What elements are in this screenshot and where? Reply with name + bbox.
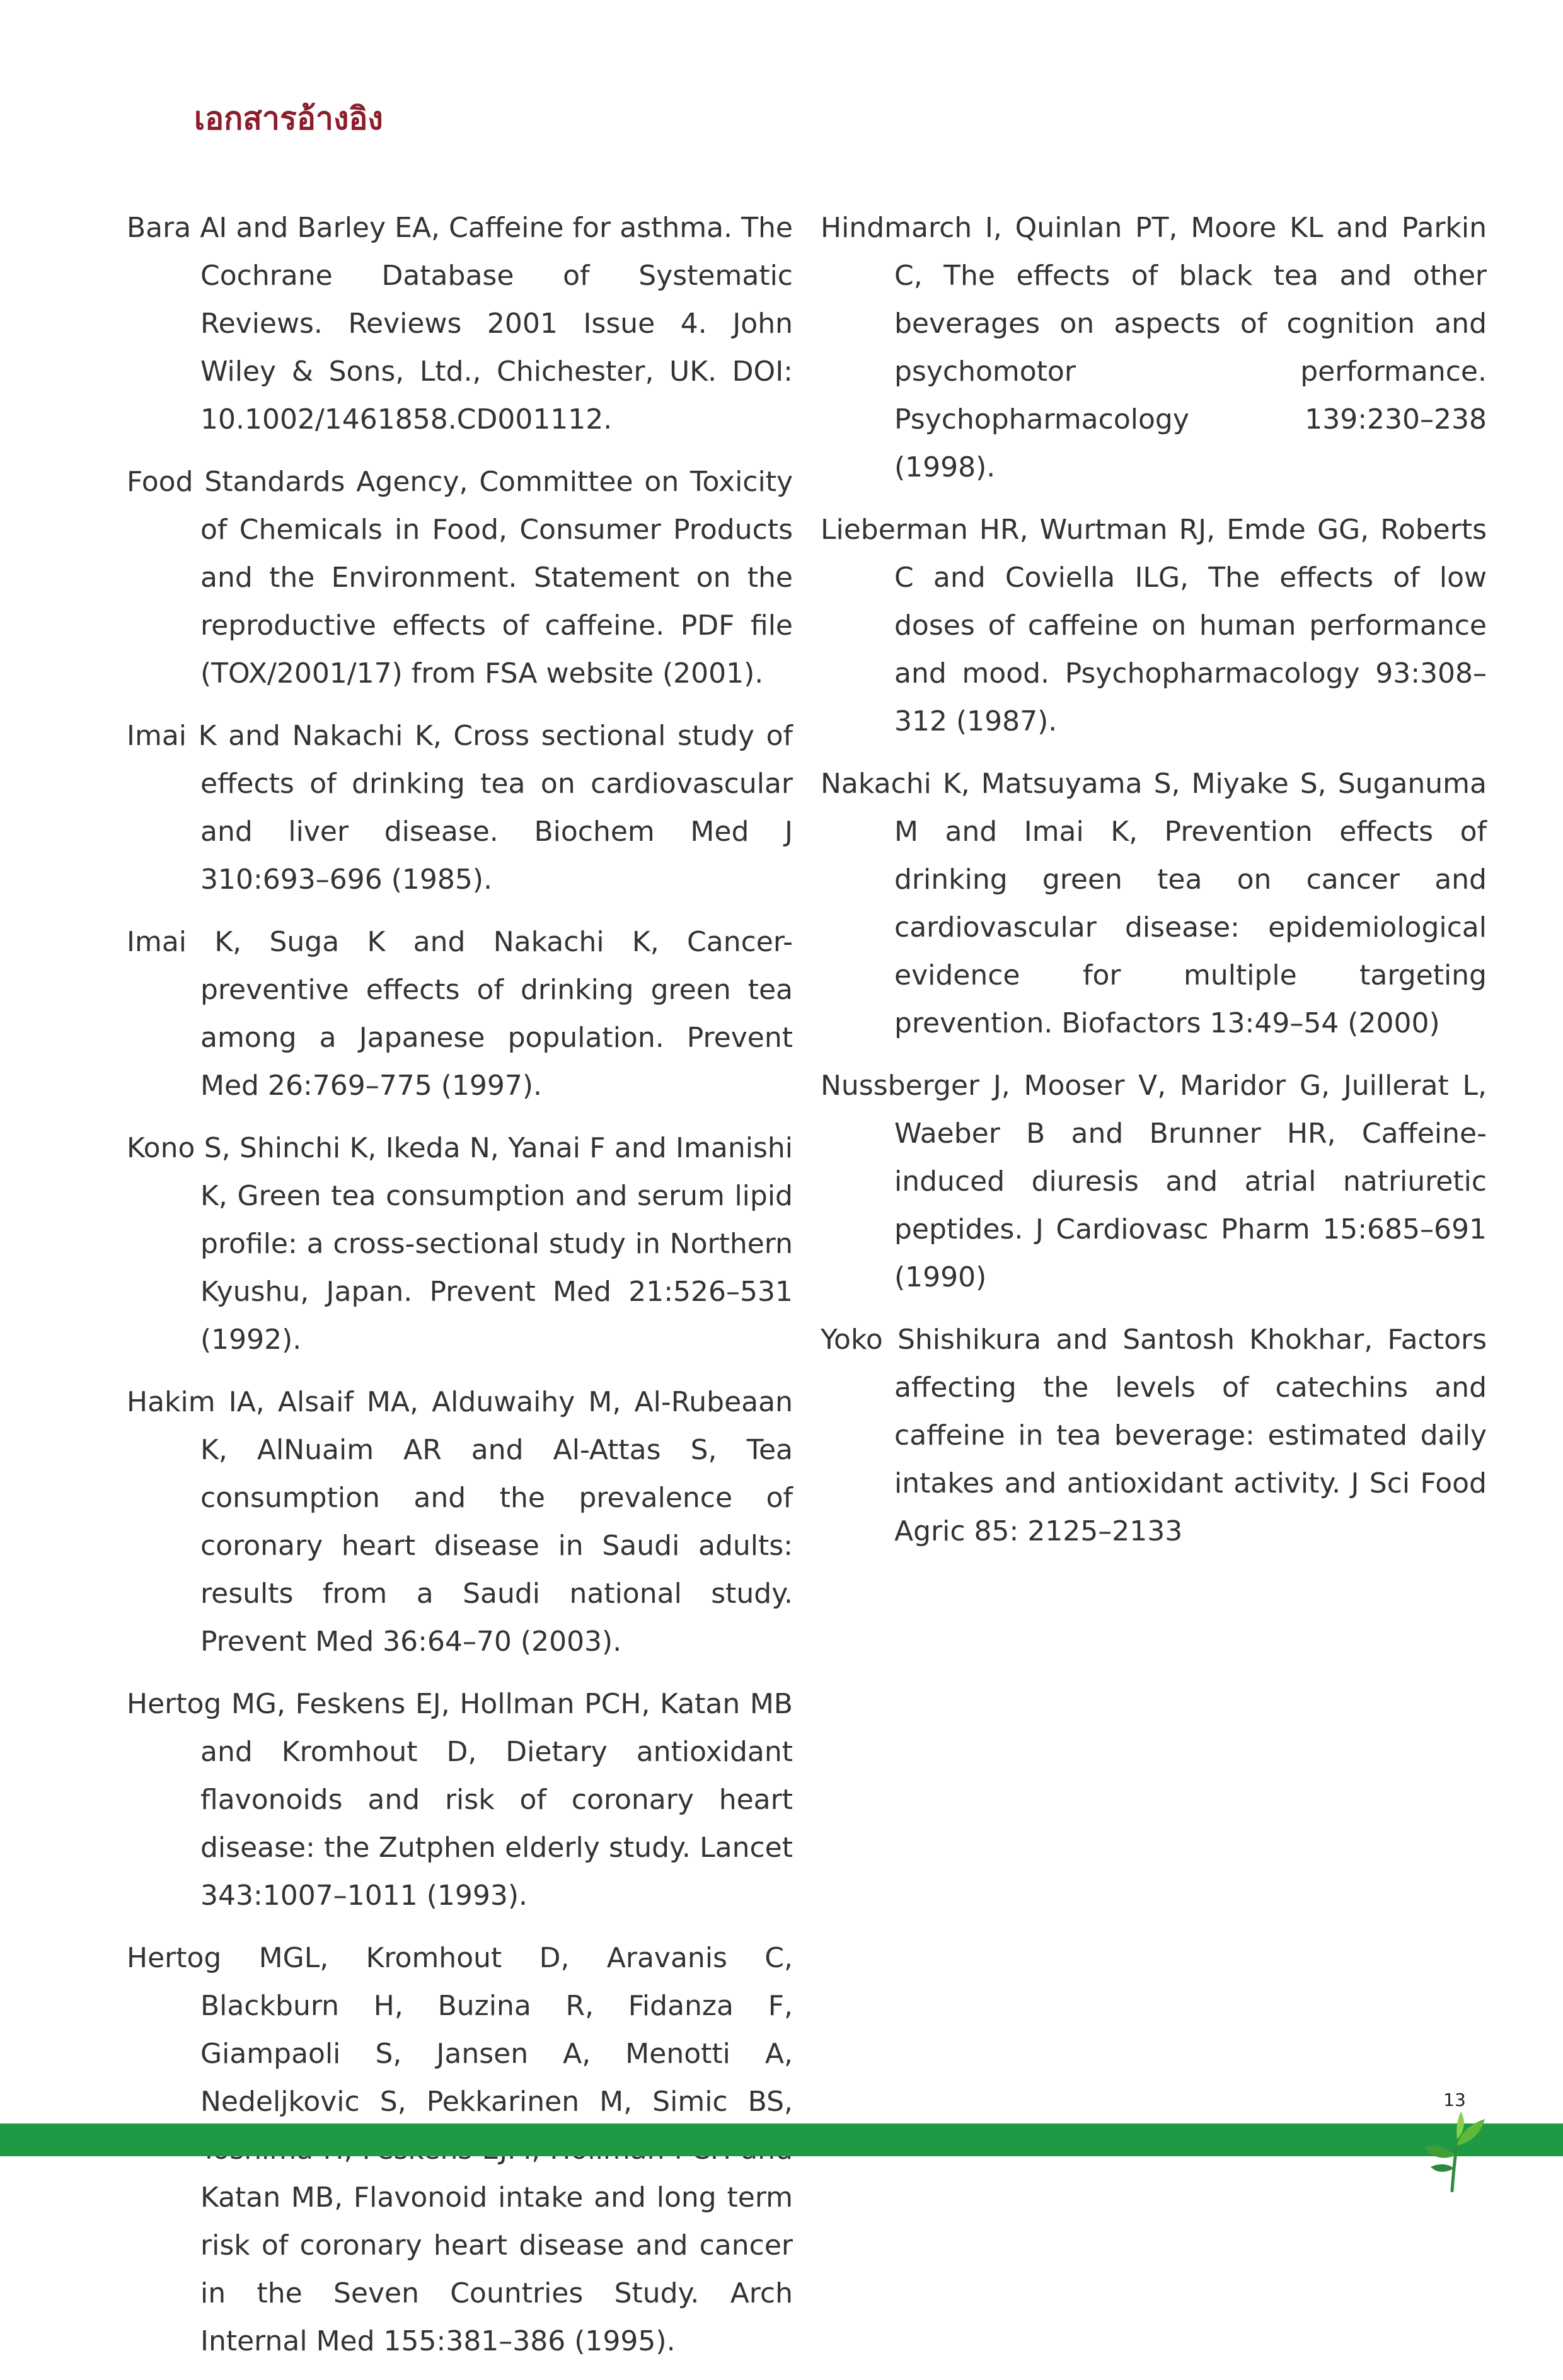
reference-item: Hakim IA, Alsaif MA, Alduwaihy M, Al-Rubeaan K, AlNuaim AR and Al-Attas S, Tea consumption and the prevalence of coronary heart disease in Saudi adults: results from a Saudi national study. Prevent Med 36:64–70 (2003).	[127, 1386, 793, 1658]
references-right-column	[821, 204, 1487, 1570]
reference-item: Hertog MGL, Kromhout D, Aravanis C, Blackburn H, Buzina R, Fidanza F, Giampaoli S, Jansen A, Menotti A, Nedeljkovic S, Pekkarinen M, Simic BS, Katan MB, Flavonoid intake and long term risk of coronary heart disease and cancer in the Seven Countries Study. Arch Internal Med 155:381–386 (1995).	[127, 1942, 793, 2357]
reference-item: Nussberger J, Mooser V, Maridor G, Juillerat L, Waeber B and Brunner HR, Caffeine-induced diuresis and atrial natriuretic peptides. J Cardiovasc Pharm 15:685–691 (1990)	[821, 1070, 1487, 1293]
footer-bar	[0, 2123, 1563, 2156]
reference-item: Imai K, Suga K and Nakachi K, Cancer-preventive effects of drinking green tea among a Japanese population. Prevent Med 26:769–775 (1997).	[127, 926, 793, 1102]
tea-leaf-icon	[1419, 2110, 1489, 2192]
page-number: 13	[1443, 2089, 1466, 2110]
reference-item: Nakachi K, Matsuyama S, Miyake S, Suganuma M and Imai K, Prevention effects of drinking green tea on cancer and cardiovascular disease: epidemiological evidence for multiple targeting prevention. Biofactors 13:49–54 (2000)	[821, 768, 1487, 1039]
references-left-column	[127, 204, 793, 2380]
reference-item: Yoko Shishikura and Santosh Khokhar, Factors affecting the levels of catechins and caffeine in tea beverage: estimated daily intakes and antioxidant activity. J Sci Food Agric 85: 2125–2133	[821, 1324, 1487, 1547]
reference-item: Imai K and Nakachi K, Cross sectional study of effects of drinking tea on cardiovascular and liver disease. Biochem Med J 310:693–696 (1985).	[127, 720, 793, 896]
reference-item: Kono S, Shinchi K, Ikeda N, Yanai F and Imanishi K, Green tea consumption and serum lipid profile: a cross-sectional study in Northern Kyushu, Japan. Prevent Med 21:526–531 (1992).	[127, 1132, 793, 1356]
page-title: เอกสารอ้างอิง	[194, 100, 383, 137]
reference-item: Lieberman HR, Wurtman RJ, Emde GG, Roberts C and Coviella ILG, The effects of low doses of caffeine on human performance and mood. Psychopharmacology 93:308–312 (1987).	[821, 514, 1487, 737]
reference-item: Food Standards Agency, Committee on Toxicity of Chemicals in Food, Consumer Products and the Environment. Statement on the reproductive effects of caffeine. PDF file (TOX/2001/17) from FSA website (2001).	[127, 466, 793, 690]
reference-item: Hertog MG, Feskens EJ, Hollman PCH, Katan MB and Kromhout D, Dietary antioxidant flavonoids and risk of coronary heart disease: the Zutphen elderly study. Lancet 343:1007–1011 (1993).	[127, 1688, 793, 1912]
reference-item: Hindmarch I, Quinlan PT, Moore KL and Parkin C, The effects of black tea and other beverages on aspects of cognition and psychomotor performance. Psychopharmacology 139:230–238 (1998).	[821, 212, 1487, 483]
reference-item: Bara AI and Barley EA, Caffeine for asthma. The Cochrane Database of Systematic Reviews. Reviews 2001 Issue 4. John Wiley & Sons, Ltd., Chichester, UK. DOI: 10.1002/1461858.CD001112.	[127, 212, 793, 436]
